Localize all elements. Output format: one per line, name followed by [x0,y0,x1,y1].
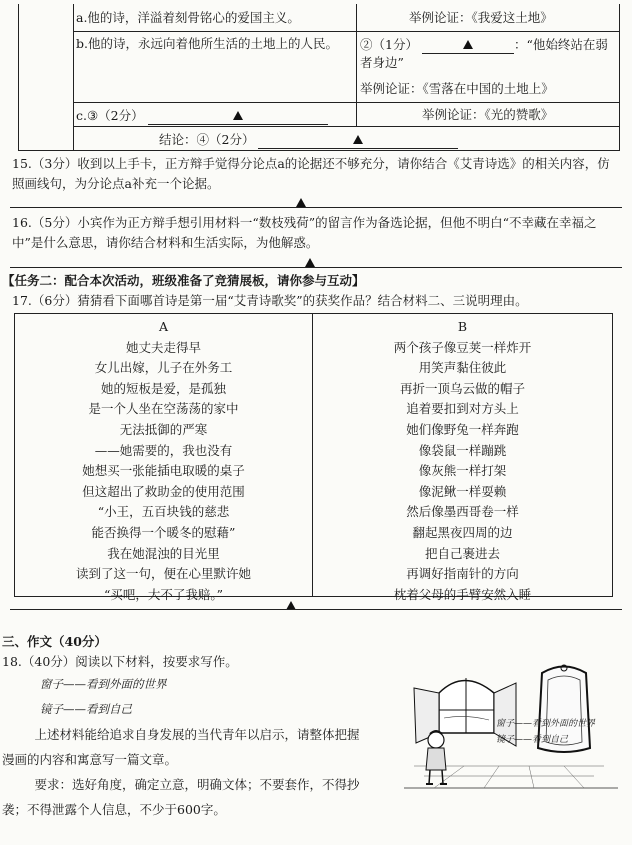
task2-title: 【任务二：配合本次活动，班级准备了竞猜展板，请你参与互动】 [2,273,365,288]
poem-a [15,317,312,605]
poem-b-line: 她们像野兔一样奔跑 [406,421,519,437]
row-b-evidence: 举例论证：《雪落在中国的土地上》 [360,81,554,96]
poem-a-line: 但这超出了救助金的使用范围 [82,483,245,499]
poem-a-line: 能否换得一个暖冬的慰藉” [91,524,236,540]
poem-a-label: A [158,319,169,334]
row-a-point: a.他的诗，洋溢着刻骨铭心的爱国主义。 [76,10,300,25]
row-b-quote: ：“他始终站在弱者身边” [360,37,608,70]
poem-b-line: 翻起黑夜四周的边 [412,524,513,540]
row-b-blank-label: ②（1分） [360,37,418,52]
poem-b-line: 两个孩子像豆荚一样炸开 [393,339,532,355]
row-b-point: b.他的诗，永远向着他所生活的土地上的人民。 [76,36,338,51]
row-line [73,126,619,127]
cartoon-illustration [404,648,618,798]
question-18: 18.（40分）阅读以下材料，按要求写作。 [2,654,238,669]
poem-a-line: “小王，五百块钱的慈悲 [97,504,230,520]
poem-b-line: 追着要扣到对方头上 [406,401,519,417]
answer-line-17[interactable] [10,609,622,610]
poem-a-line: 是一个人坐在空荡荡的家中 [88,401,239,417]
section3-title: 三、作文（40分） [2,634,107,649]
poem-a-line: 女儿出嫁，儿子在外务工 [94,360,233,376]
row-line [73,102,619,103]
answer-line-15[interactable] [10,207,622,208]
poem-b-line: 把自己裹进去 [424,545,500,561]
row-c-evidence: 举例论证：《光的赞歌》 [422,107,554,122]
poem-b [313,317,612,605]
poem-b-label: B [457,319,468,334]
question-16: 16.（5分）小宾作为正方辩手想引用材料一“数枝残荷”的留言作为备选论据，但他不明白“不幸藏在幸福之中”是什么意思，请你结合材料和生活实际，为他解惑。 [12,215,597,250]
poem-b-line: 像袋鼠一样蹦跳 [418,442,507,458]
answer-triangle-icon [233,111,243,120]
poem-b-line: 用笑声黏住彼此 [418,360,507,376]
poem-a-line: 我在她混浊的目光里 [107,545,220,561]
poem-a-line: 她的短板是爱，是孤独 [100,380,226,396]
cartoon-caption-1: 窗子——看到外面的世界 [496,719,596,729]
answer-line-16[interactable] [10,267,622,268]
material-mirror: 镜子——看到自己 [40,702,132,716]
poem-a-line: ——她需要的，我也没有 [94,442,233,458]
question-15: 15.（3分）收到以上手卡，正方辩手觉得分论点a的论据还不够充分，请你结合《艾青诗选》的相关内容，仿照画线句，为分论点a补充一个论据。 [12,156,610,191]
poem-a-line: 她想买一张能插电取暖的桌子 [82,463,245,479]
question-17: 17.（6分）猜猜看下面哪首诗是第一届“艾青诗歌奖”的获奖作品？结合材料二、三说明理由。 [12,293,528,308]
essay-requirements: 要求：选好角度，确定立意，明确文体；不要套作，不得抄袭；不得泄露个人信息，不少于600字。 [2,777,360,817]
answer-blank-4[interactable] [258,130,458,149]
conclusion-label: 结论：④（2分） [159,132,255,147]
essay-prompt: 上述材料能给追求自身发展的当代青年以启示，请整体把握漫画的内容和寓意写一篇文章。 [2,727,360,767]
conclusion-cell [159,130,458,149]
answer-triangle-icon [463,40,473,49]
poem-b-line: 枕着父母的手臂安然入睡 [393,586,532,602]
answer-blank-2[interactable] [422,35,514,54]
poem-table [14,313,613,602]
row-c-cell [76,106,328,125]
argument-table [18,4,620,151]
cartoon-caption-2: 镜子——看到自己 [496,735,569,745]
material-window: 窗子——看到外面的世界 [40,677,167,691]
answer-triangle-icon [353,135,363,144]
row-b-blank-cell [360,35,615,72]
poem-a-line: 读到了这一句，便在心里默许她 [75,566,251,582]
poem-b-line: 然后像墨西哥卷一样 [406,504,519,520]
row-c-point: c.③（2分） [76,108,144,123]
row-line [73,31,619,32]
table-col-divider [73,4,74,150]
poem-b-line: 再调好指南针的方向 [406,566,519,582]
poem-a-line: 她丈夫走得早 [125,339,201,355]
answer-blank-3[interactable] [148,106,328,125]
row-a-evidence: 举例论证：《我爱这土地》 [409,10,553,25]
poem-a-line: 无法抵御的严寒 [119,421,208,437]
poem-b-line: 像灰熊一样打架 [418,463,507,479]
poem-b-line: 再折一顶乌云做的帽子 [399,380,525,396]
poem-b-line: 像泥鳅一样耍赖 [418,483,507,499]
table-mid-divider [356,4,357,126]
poem-a-line: “买吧，大不了我赔。” [103,586,224,602]
